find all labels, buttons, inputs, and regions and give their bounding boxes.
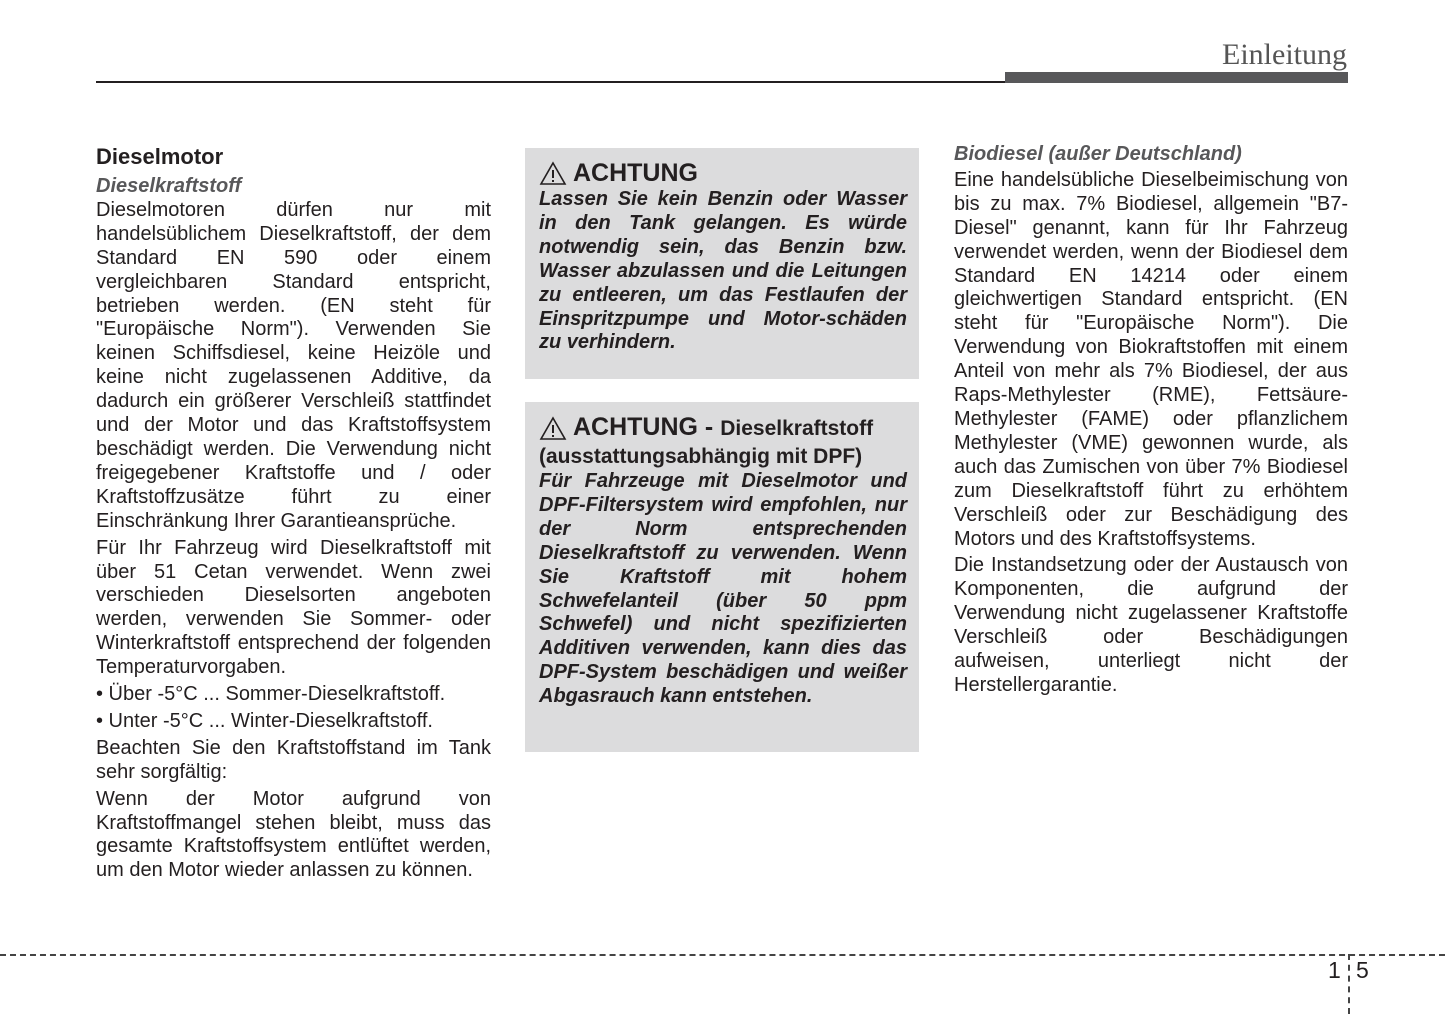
paragraph: Beachten Sie den Kraftstoffstand im Tank sehr sorgfältig: <box>96 736 491 783</box>
subheading-dieselkraftstoff: Dieselkraftstoff <box>96 175 242 197</box>
caution-title: ACHTUNG <box>573 159 698 187</box>
subheading-biodiesel: Biodiesel (außer Deutschland) <box>954 143 1242 165</box>
caution-title-suffix: Dieselkraftstoff <box>720 417 874 440</box>
page-number: 5 <box>1356 957 1369 983</box>
footer-rule <box>0 954 1445 956</box>
caution-subtitle: (ausstattungsabhängig mit DPF) <box>539 445 863 468</box>
heading-dieselmotor: Dieselmotor <box>96 144 224 169</box>
caution-text: Lassen Sie kein Benzin oder Wasser in den Tank gelangen. Es würde notwendig sein, das Benzin bzw. Wasser abzulassen und die Leitungen zu entleeren, um das Festlaufen der Einspritzpumpe und Motor-schäden zu verhindern. <box>539 188 907 354</box>
footer-divider <box>1348 954 1350 1014</box>
paragraph: Dieselmotoren dürfen nur mit handelsüblichem Dieselkraftstoff, der dem Standard EN 590 oder einem vergleichbaren Standard entspricht, betrieben werden. (EN steht für "Europäische Norm"). Verwenden Sie keinen Schiffsdiesel, keine Heizöle und keine nicht zugelassenen Additive, da dadurch ein größerer Verschleiß stattfindet und der Motor und das Kraftstoffsystem beschädigt werden. Die Verwendung nicht freigegebener Kraftstoffe und / oder Kraftstoffzusätze führt zu einer Einschränkung Ihrer Garantieansprüche. <box>96 198 491 532</box>
header-rule <box>96 81 1006 83</box>
column-diesel-engine <box>96 143 491 886</box>
caution-box-dpf <box>525 402 919 752</box>
chapter-number: 1 <box>1328 957 1341 983</box>
paragraph: Die Instandsetzung oder der Austausch von Komponenten, die aufgrund der Verwendung nicht zugelassener Kraftstoffe Verschleiß oder Beschädigungen aufweisen, unterliegt nicht der Herstellergarantie. <box>954 554 1348 696</box>
warning-icon <box>539 161 567 186</box>
section-title: Einleitung <box>1222 38 1347 71</box>
paragraph: Wenn der Motor aufgrund von Kraftstoffmangel stehen bleibt, muss das gesamte Kraftstoffsystem entlüftet werden, um den Motor wieder anlassen zu können. <box>96 787 491 882</box>
warning-icon <box>539 416 567 441</box>
paragraph: Für Ihr Fahrzeug wird Dieselkraftstoff mit über 51 Cetan verwendet. Wenn zwei verschieden Dieselsorten angeboten werden, verwenden Sie Sommer- oder Winterkraftstoff entsprechend der folgenden Temperaturvorgaben. <box>96 536 491 679</box>
paragraph: Eine handelsübliche Dieselbeimischung von bis zu max. 7% Biodiesel, allgemein "B7-Diesel" genannt, kann für Ihr Fahrzeug verwendet werden, wenn der Biodiesel dem Standard EN 14214 oder einem gleichwertigen Standard entspricht. (EN steht für "Europäische Norm"). Die Verwendung von Biokraftstoffen mit einem Anteil von mehr als 7% Biodiesel, der aus Raps-Methylester (RME), Fettsäure-Methylester (FAME) oder pflanzlichem Methylester (VME) gewonnen wurde, als auch das Zumischen von über 7% Biodiesel zum Dieselkraftstoff führt zu erhöhtem Verschleiß oder zur Beschädigung des Motors und des Kraftstoffsystems. <box>954 168 1348 550</box>
caution-title-main: ACHTUNG - <box>573 413 721 441</box>
caution-text: Für Fahrzeuge mit Dieselmotor und DPF-Filtersystem wird empfohlen, nur der Norm entsprechenden Dieselkraftstoff zu verwenden. Wenn Sie Kraftstoff mit hohem Schwefelanteil (über 50 ppm Schwefel) und nicht spezifizierten Additiven verwenden, kann dies das DPF-System beschädigen und weißer Abgasrauch kann entstehen. <box>539 470 907 708</box>
bullet-item: • Unter -5°C ... Winter-Dieselkraftstoff. <box>96 709 433 732</box>
header-bar <box>1005 72 1348 83</box>
bullet-item: • Über -5°C ... Sommer-Dieselkraftstoff. <box>96 683 446 706</box>
column-biodiesel <box>954 143 1348 701</box>
caution-title <box>573 412 873 444</box>
caution-box-fuel <box>525 148 919 379</box>
